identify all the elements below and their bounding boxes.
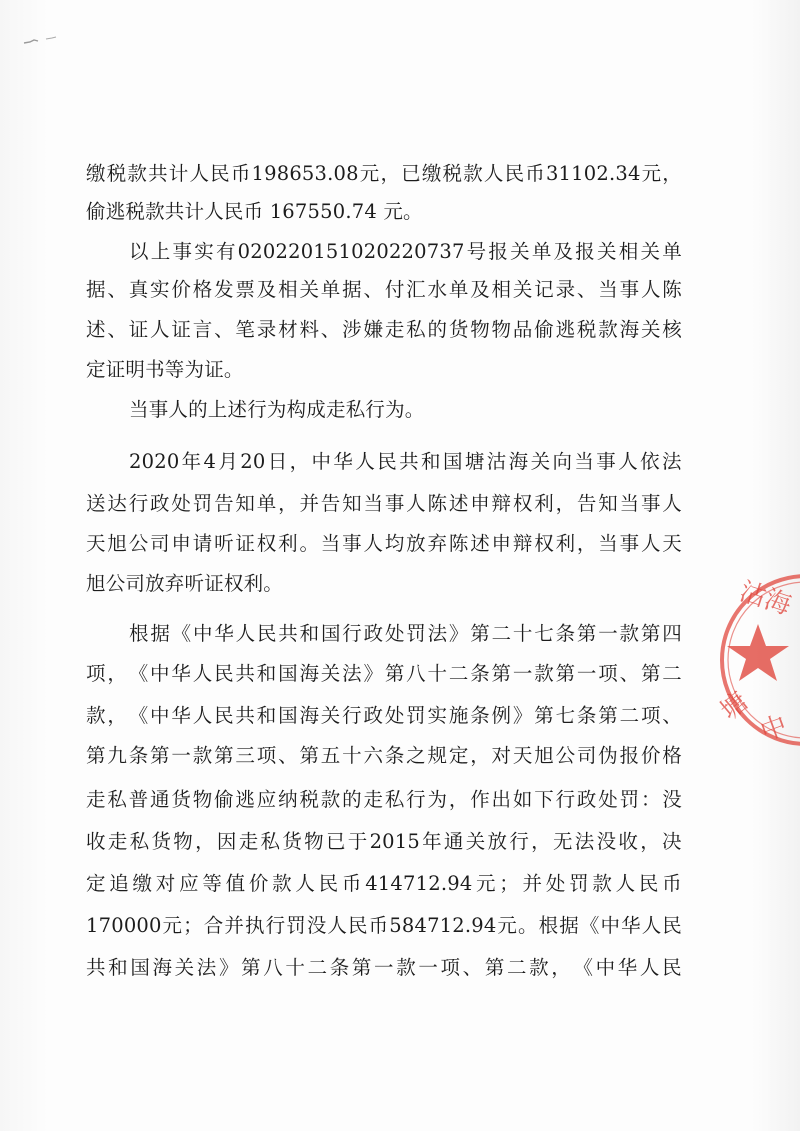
body-line: 送 达 行 政 处 罚 告 知 单 ， 并 告 知 当 事 人 陈 述 申 辩 权 利 ， 告 知 当 事 人 [86,492,682,515]
body-line: 当事人的上述行为构成走私行为。 [129,398,425,421]
body-line: 定 追 缴 对 应 等 值 价 款 人 民 币 414712.94 元 ； 并 处 罚 款 人 民 币 [86,872,682,895]
body-line: 收 走 私 货 物 ， 因 走 私 货 物 已 于 2015 年 通 关 放 行 ， 无 法 没 收 ， 决 [86,830,682,853]
body-line: 述 、 证 人 证 言 、 笔 录 材 料 、 涉 嫌 走 私 的 货 物 物 品 偷 逃 税 款 海 关 核 [86,318,682,341]
body-line: 据 、 真 实 价 格 发 票 及 相 关 单 据 、 付 汇 水 单 及 相 关 记 录 、 当 事 人 陈 [86,278,682,301]
body-line: 根 据 《 中 华 人 民 共 和 国 行 政 处 罚 法 》 第 二 十 七 条 第 一 款 第 四 [129,622,682,645]
body-line: 缴 税 款 共 计 人 民 币 198653.08 元 ， 已 缴 税 款 人 民 币 31102.34 元 ， [86,162,682,185]
body-line: 偷逃税款共计人民币 167550.74 元。 [86,200,423,223]
body-line: 项 ， 《 中 华 人 民 共 和 国 海 关 法 》 第 八 十 二 条 第 一 款 第 一 项 、 第 二 [86,662,682,685]
body-line: 走 私 普 通 货 物 偷 逃 应 纳 税 款 的 走 私 行 为 ， 作 出 如 下 行 政 处 罚 ： 没 [86,788,682,811]
body-line: 2020 年 4 月 20 日 ， 中 华 人 民 共 和 国 塘 沽 海 关 向 当 事 人 依 法 [129,450,682,473]
body-line: 第 九 条 第 一 款 第 三 项 、 第 五 十 六 条 之 规 定 ， 对 天 旭 公 司 伪 报 价 格 [86,744,682,767]
scan-speck [22,34,62,46]
seal-text-bottom: 中 [756,710,792,748]
body-line: 旭公司放弃听证权利。 [86,572,284,595]
body-line: 天 旭 公 司 申 请 听 证 权 利 。 当 事 人 均 放 弃 陈 述 申 辩 权 利 ， 当 事 人 天 [86,532,682,555]
official-seal [706,568,800,754]
body-line: 定证明书等为证。 [86,358,244,381]
body-line: 款 ， 《 中 华 人 民 共 和 国 海 关 行 政 处 罚 实 施 条 例 》 第 七 条 第 二 项 、 [86,704,682,727]
body-line: 以 上 事 实 有 020220151020220737 号 报 关 单 及 报 关 相 关 单 [129,240,682,263]
body-line: 170000 元 ； 合 并 执 行 罚 没 人 民 币 584712.94 元 。 根 据 《 中 华 人 民 [86,914,682,937]
seal-text-left: 塘 [715,686,755,727]
body-line: 共 和 国 海 关 法 》 第 八 十 二 条 第 一 款 一 项 、 第 二 款 ， 《 中 华 人 民 [86,956,682,979]
seal-text-top: 沽海 [735,576,795,622]
